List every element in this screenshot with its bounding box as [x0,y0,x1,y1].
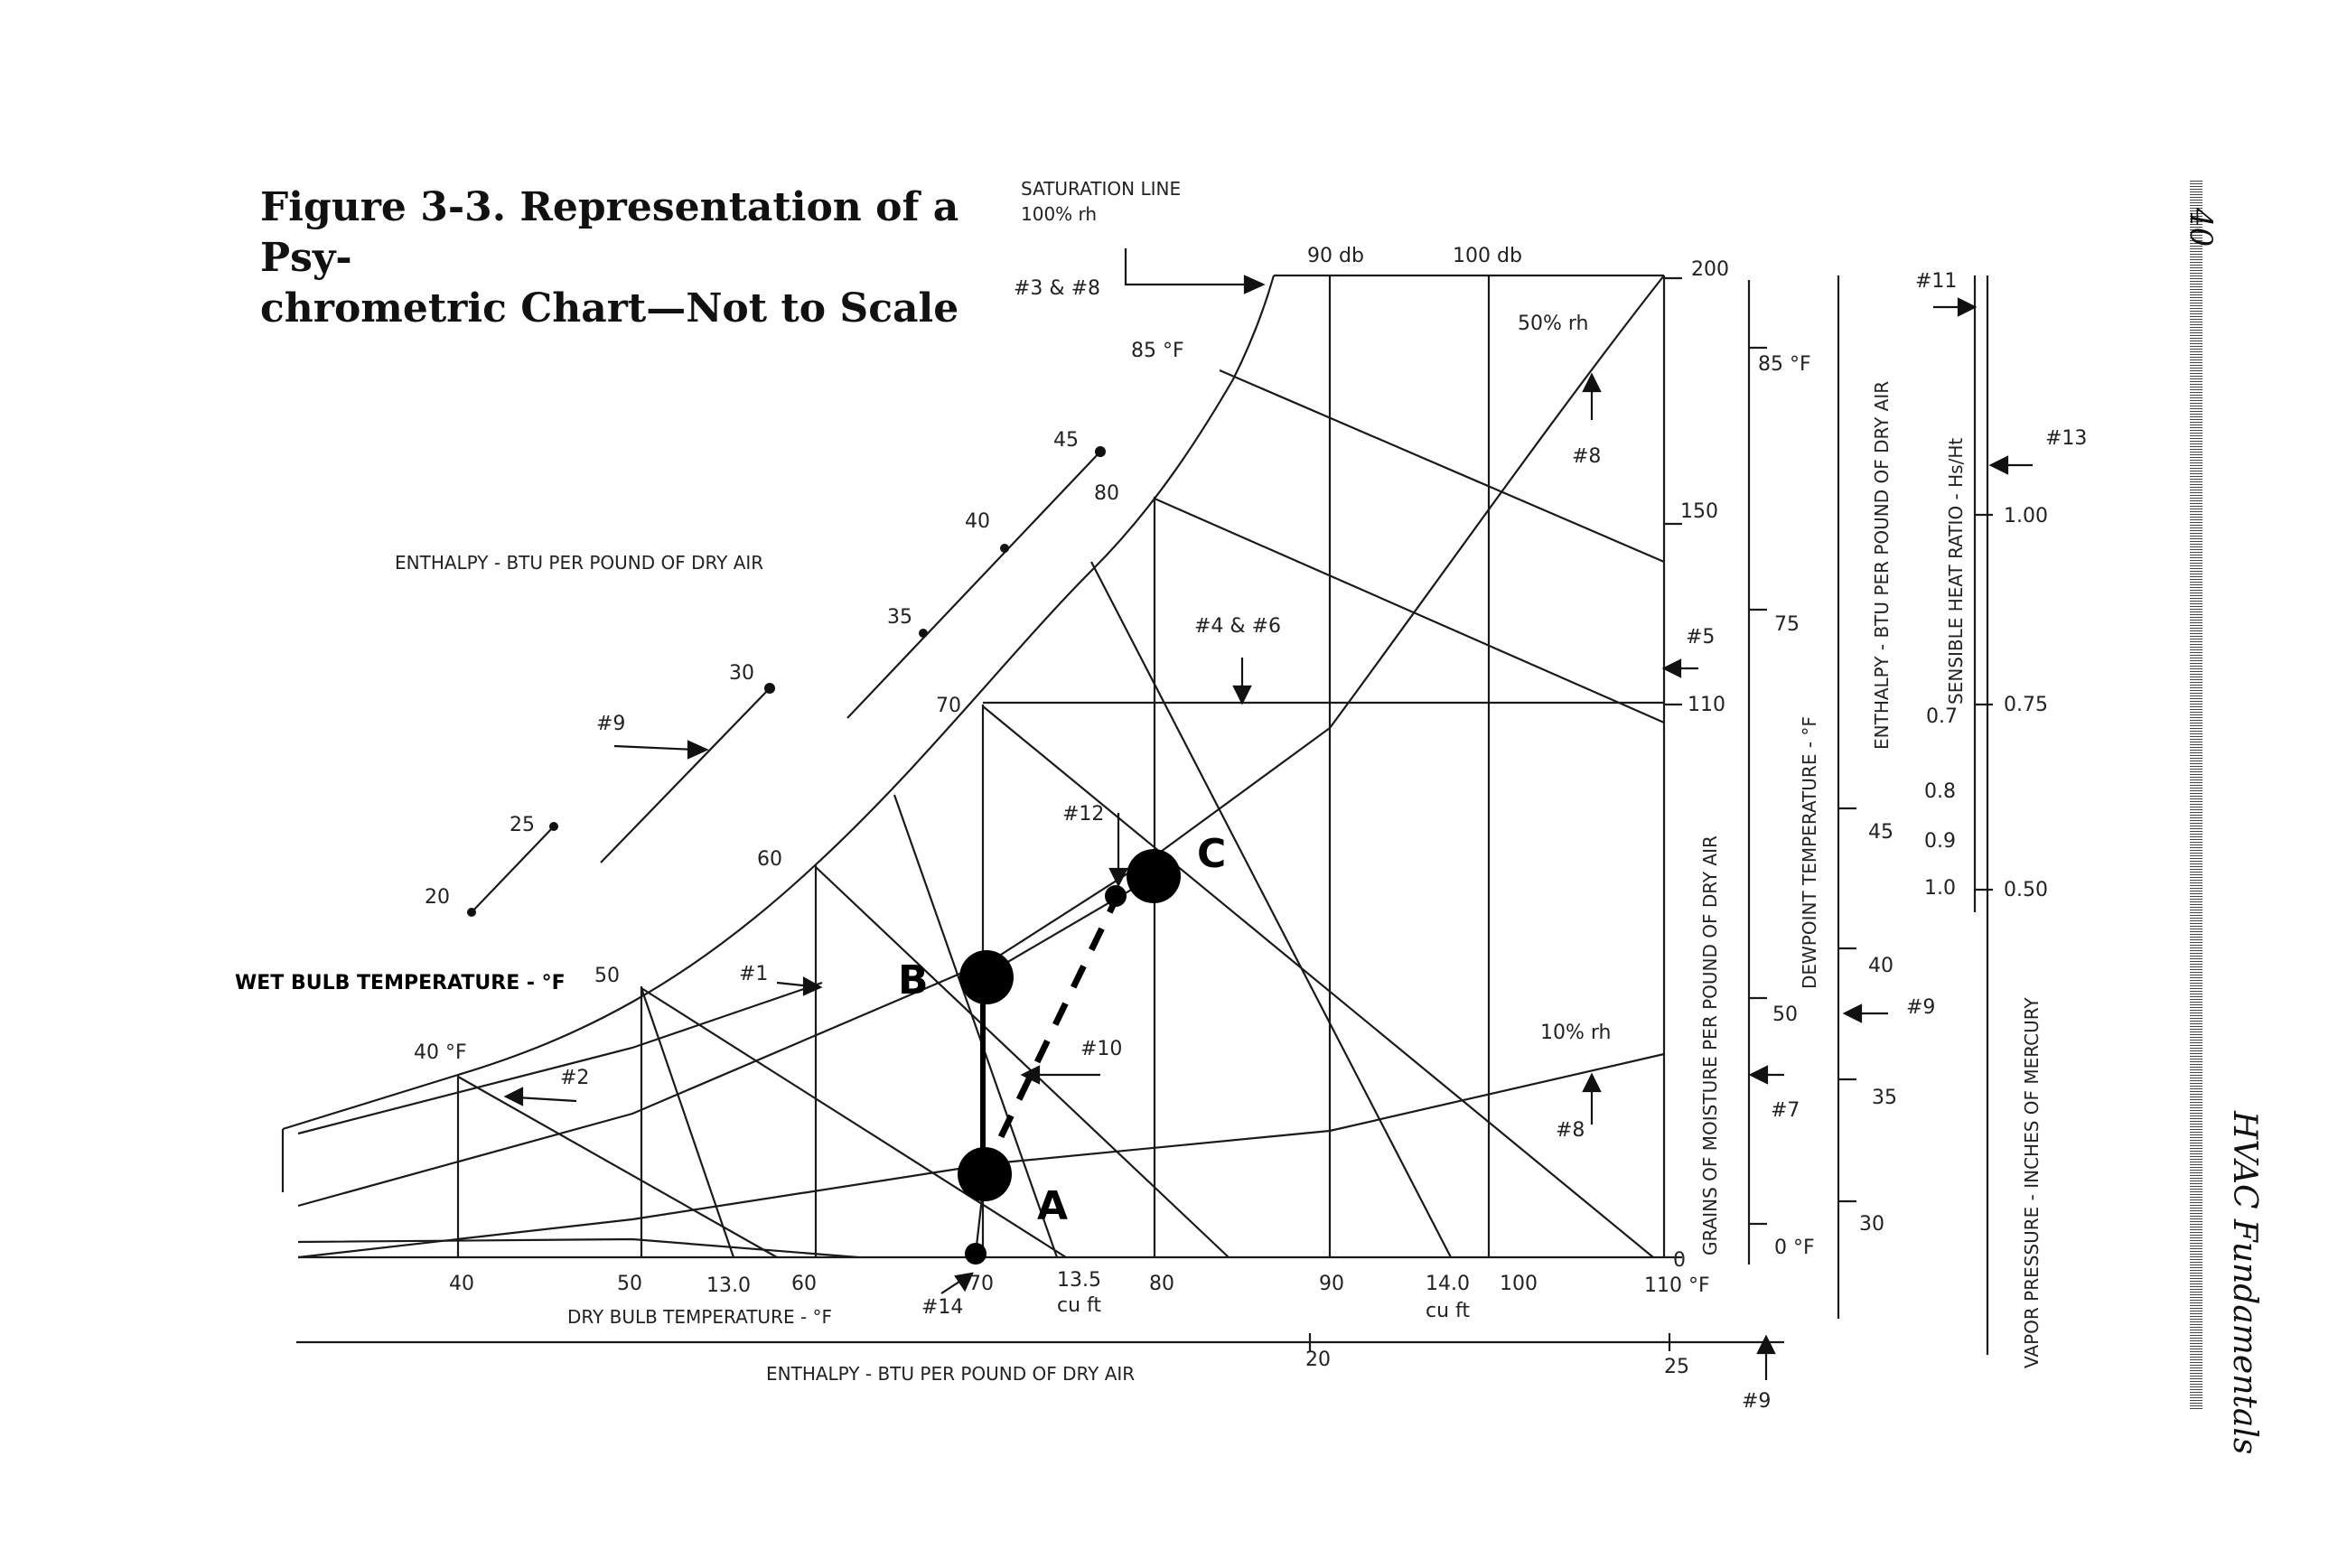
db-top-100: 100 db [1453,245,1522,267]
volume-13-0: 13.0 [706,1274,751,1297]
enthalpy-left-label: ENTHALPY - BTU PER POUND OF DRY AIR [395,552,764,574]
dewpoint-tick-85: 85 °F [1758,353,1811,376]
enthalpy-tick-45: 45 [1053,429,1079,452]
enthalpy-tick-35: 35 [887,606,912,629]
callout-11: #11 [1915,270,1958,293]
dewpoint-axis-title: DEWPOINT TEMPERATURE - °F [1799,716,1820,989]
rh-mid-line [298,983,822,1134]
db-tick-90: 90 [1319,1273,1344,1295]
db-tick-70: 70 [968,1273,994,1295]
point-b-label: B [898,957,929,1003]
enthalpy-tick-20: 20 [425,886,450,909]
vapor-tick-0-75: 0.75 [2004,694,2048,716]
volume-14-0: 14.0 [1426,1273,1470,1295]
volume-13-5-unit: cu ft [1057,1294,1102,1317]
point-12-marker [1105,885,1127,907]
db-tick-60: 60 [791,1273,817,1295]
enthalpy-scale-lines [472,452,1100,912]
callout-9-left: #9 [596,713,626,735]
wet-bulb-label: WET BULB TEMPERATURE - °F [235,972,566,994]
wet-bulb-lines [458,370,1664,1257]
point-a-marker [958,1147,1012,1201]
shr-tick-0-8: 0.8 [1924,780,1956,803]
enthalpy-right-tick-35: 35 [1872,1087,1897,1109]
sat-temp-70: 70 [936,695,961,717]
callout-4-6: #4 & #6 [1194,615,1282,638]
sat-temp-40: 40 °F [414,1041,467,1064]
callout-2: #2 [560,1067,590,1089]
point-14-marker [965,1243,986,1265]
enthalpy-bottom-label: ENTHALPY - BTU PER POUND OF DRY AIR [766,1363,1136,1385]
running-head-title: HVAC Fundamentals [2226,1111,2263,1455]
b-to-c-line [985,876,1155,975]
dewpoint-tick-50: 50 [1772,1003,1798,1026]
dewpoint-tick-75: 75 [1774,613,1800,636]
callout-7: #7 [1771,1099,1800,1122]
callout-14: #14 [921,1296,964,1319]
grains-tick-0: 0 [1673,1249,1686,1272]
callout-9-right: #9 [1906,996,1936,1019]
callout-8-upper: #8 [1572,445,1602,468]
grains-tick-150: 150 [1680,500,1718,523]
grains-tick-200: 200 [1691,258,1729,281]
grains-axis-title: GRAINS OF MOISTURE PER POUND OF DRY AIR [1699,835,1721,1255]
shr-tick-0-9: 0.9 [1924,830,1956,853]
bottom-enthalpy-tick-20: 20 [1305,1349,1331,1371]
dewpoint-tick-0: 0 °F [1774,1237,1815,1259]
enthalpy-tick-30: 30 [729,662,754,685]
shr-tick-1-00: 1.00 [2004,505,2048,527]
volume-13-5: 13.5 [1057,1269,1101,1292]
rh-10-label: 10% rh [1540,1022,1612,1044]
vapor-tick-0-50: 0.50 [2004,879,2048,901]
callout-10: #10 [1080,1038,1123,1060]
enthalpy-right-axis-title: ENTHALPY - BTU PER POUND OF DRY AIR [1871,380,1893,750]
caption-line-2: chrometric Chart—Not to Scale [260,285,959,331]
db-tick-110: 110 °F [1644,1274,1710,1297]
callout-12: #12 [1062,803,1105,826]
dry-bulb-lines [458,275,1489,1257]
saturation-label-line2: 100% rh [1021,203,1098,225]
point-b-marker [959,950,1014,1004]
dry-bulb-label: DRY BULB TEMPERATURE - °F [567,1306,833,1328]
point-c-label: C [1197,831,1227,877]
enthalpy-right-tick-45: 45 [1868,821,1893,844]
vapor-axis-title: VAPOR PRESSURE - INCHES OF MERCURY [2021,997,2043,1368]
sat-temp-60: 60 [757,848,782,871]
enthalpy-right-tick-30: 30 [1859,1213,1884,1236]
rh-50-label: 50% rh [1518,313,1589,335]
saturation-label-line1: SATURATION LINE [1021,178,1182,200]
db-tick-50: 50 [617,1273,642,1295]
callout-1: #1 [739,963,769,985]
grains-tick-110: 110 [1688,694,1725,716]
shr-axis-title: SENSIBLE HEAT RATIO - Hs/Ht [1945,437,1967,705]
sat-temp-80: 80 [1094,482,1119,505]
point-a-label: A [1037,1183,1069,1229]
callout-13: #13 [2045,427,2088,450]
callout-3-8: #3 & #8 [1014,277,1101,300]
shr-tick-1-0: 1.0 [1924,877,1956,900]
enthalpy-right-tick-40: 40 [1868,955,1893,977]
page-number: 40 [2183,208,2219,247]
db-top-90: 90 db [1307,245,1364,267]
sat-temp-85: 85 °F [1131,340,1184,362]
db-tick-80: 80 [1149,1273,1174,1295]
sat-temp-50: 50 [594,965,620,987]
db-tick-100: 100 [1500,1273,1538,1295]
db-tick-40: 40 [449,1273,474,1295]
volume-14-0-unit: cu ft [1426,1300,1471,1322]
caption-line-1: Figure 3-3. Representation of a Psy- [260,184,959,281]
enthalpy-scale-dots [467,446,1106,917]
callout-8-lower: #8 [1556,1119,1585,1142]
enthalpy-tick-40: 40 [965,510,990,533]
enthalpy-tick-25: 25 [510,814,535,836]
bottom-enthalpy-tick-25: 25 [1664,1356,1689,1378]
shr-tick-0-7: 0.7 [1926,705,1958,728]
point-c-marker [1127,849,1181,903]
callout-9-bottom: #9 [1742,1390,1772,1413]
callout-5: #5 [1686,626,1716,649]
